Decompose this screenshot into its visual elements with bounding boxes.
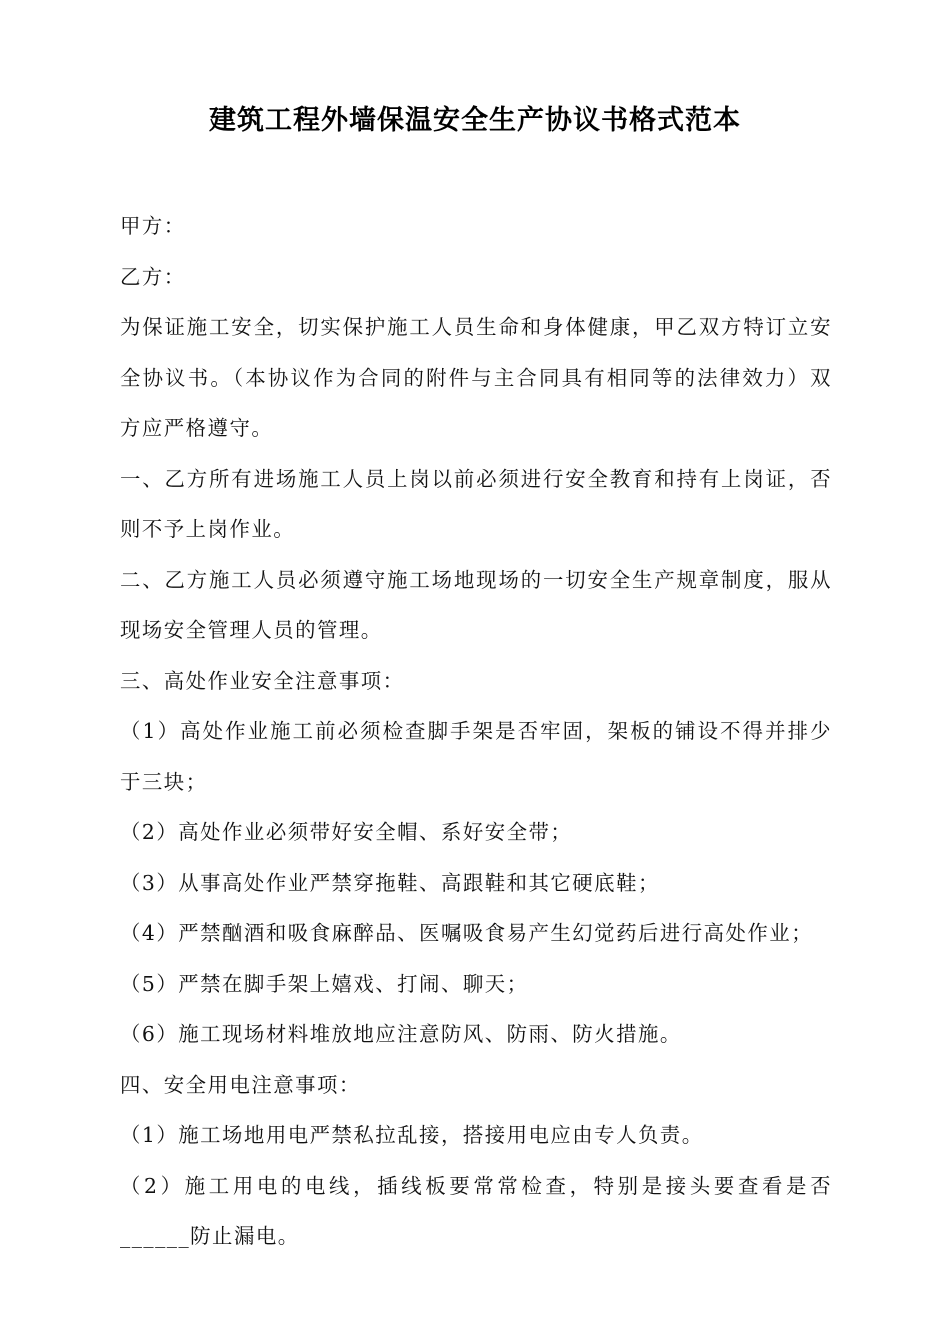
party-b-line: 乙方：: [120, 264, 186, 289]
clause-3-heading: 三、高处作业安全注意事项：: [120, 668, 405, 693]
clause-3-item-3: （3）从事高处作业严禁穿拖鞋、高跟鞋和其它硬底鞋；: [120, 870, 660, 895]
clause-3-item-6: （6）施工现场材料堆放地应注意防风、防雨、防火措施。: [120, 1022, 682, 1046]
clause-1: 一、乙方所有进场施工人员上岗以前必须进行安全教育和持有上岗证，否则不予上岗作业。: [120, 466, 832, 541]
party-a-line: 甲方：: [120, 214, 186, 238]
clause-3-item-5: （5）严禁在脚手架上嬉戏、打闹、聊天；: [120, 971, 529, 996]
clause-3-item-2: （2）高处作业必须带好安全帽、系好安全带；: [120, 820, 573, 844]
clause-4-item-2: （2）施工用电的电线，插线板要常常检查，特别是接头要查看是否______防止漏电。: [120, 1173, 832, 1248]
clause-2: 二、乙方施工人员必须遵守施工场地现场的一切安全生产规章制度，服从现场安全管理人员的管理。: [120, 567, 832, 642]
clause-4-heading: 四、安全用电注意事项：: [120, 1072, 361, 1097]
document-body: [120, 201, 832, 1262]
document-title: 建筑工程外墙保温安全生产协议书格式范本: [209, 105, 741, 136]
intro-paragraph: 为保证施工安全，切实保护施工人员生命和身体健康，甲乙双方特订立安全协议书。（本协议作为合同的附件与主合同具有相同等的法律效力）双方应严格遵守。: [120, 315, 832, 440]
clause-3-item-4: （4）严禁酗酒和吸食麻醉品、医嘱吸食易产生幻觉药后进行高处作业；: [120, 921, 814, 945]
clause-4-item-1: （1）施工场地用电严禁私拉乱接，搭接用电应由专人负责。: [120, 1123, 704, 1147]
clause-3-item-1: （1）高处作业施工前必须检查脚手架是否牢固，架板的铺设不得并排少于三块；: [120, 719, 832, 794]
